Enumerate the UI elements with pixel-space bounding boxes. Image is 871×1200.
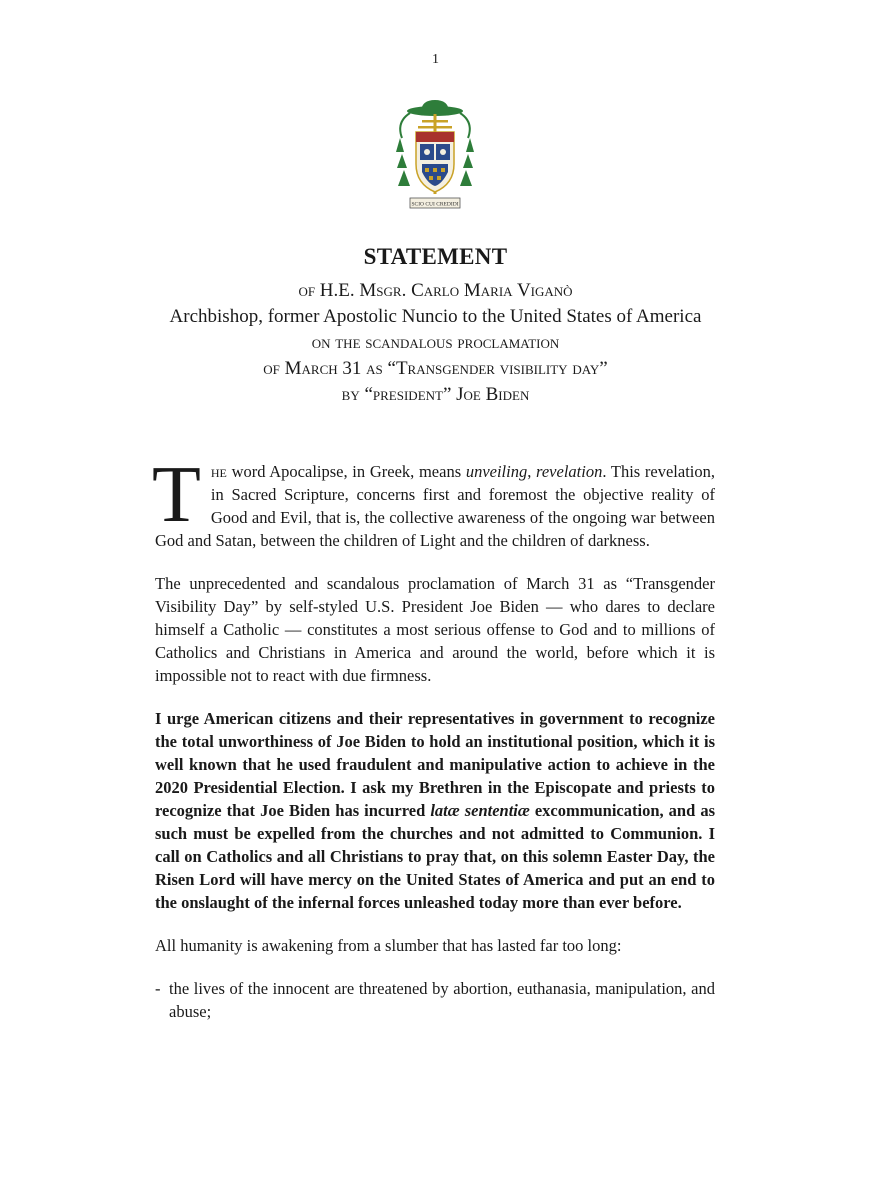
heading-author: of H.E. Msgr. Carlo Maria Viganò — [298, 280, 573, 301]
list-item: - the lives of the innocent are threatened by abortion, euthanasia, manipulation, and abuse; — [155, 979, 715, 1021]
statement-heading — [0, 244, 871, 408]
page-number: 1 — [432, 52, 439, 67]
crest-motto: SCIO CUI CREDIDI — [411, 201, 459, 208]
paragraph-appeal: I urge American citizens and their representatives in government to recognize the total unworthiness of Joe Biden to hold an institutional position, which it is well known that he used fraudulent and manipulative action to achieve in the 2020 Presidential Election. I ask my Brethren in the Episcopate and priests to recognize that Joe Biden has incurred latæ sententiæ excommunication, and as such must be expelled from the churches and not admitted to Communion. I call on Catholics and all Christians to pray that, on this solemn Easter Day, the Risen Lord will have mercy on the United States of America and put an end to the onslaught of the infernal forces unleashed today more than ever before. — [155, 709, 716, 912]
drop-cap: T — [152, 451, 201, 539]
heading-subject-by: by “president” Joe Biden — [341, 384, 530, 405]
heading-author-role: Archbishop, former Apostolic Nuncio to the United States of America — [169, 306, 702, 327]
paragraph-proclamation: The unprecedented and scandalous proclamation of March 31 as “Transgender Visibility Day” by self-styled U.S. President Joe Biden — who dares to declare himself a Catholic — constitutes a most serious offense to God and to millions of Catholics and Christians in America and around the world, before which it is impossible not to react with due firmness. — [155, 574, 715, 685]
statement-body — [152, 451, 716, 1043]
heading-subject-date: of March 31 as “Transgender visibility day” — [263, 358, 608, 379]
coat-of-arms — [392, 98, 478, 214]
statement-title: STATEMENT — [363, 244, 508, 269]
paragraph-awakening: All humanity is awakening from a slumber that has lasted far too long: — [155, 936, 622, 955]
paragraph-apocalypse: The word Apocalipse, in Greek, means unveiling, revelation. This revelation, in Sacred Scripture, concerns first and foremost the objective reality of Good and Evil, that is, the collective awareness of the ongoing war between God and Satan, between the children of Light and the children of darkness. — [152, 451, 715, 550]
heading-subject: on the scandalous proclamation — [311, 332, 560, 353]
list-bullet: - — [155, 979, 161, 998]
